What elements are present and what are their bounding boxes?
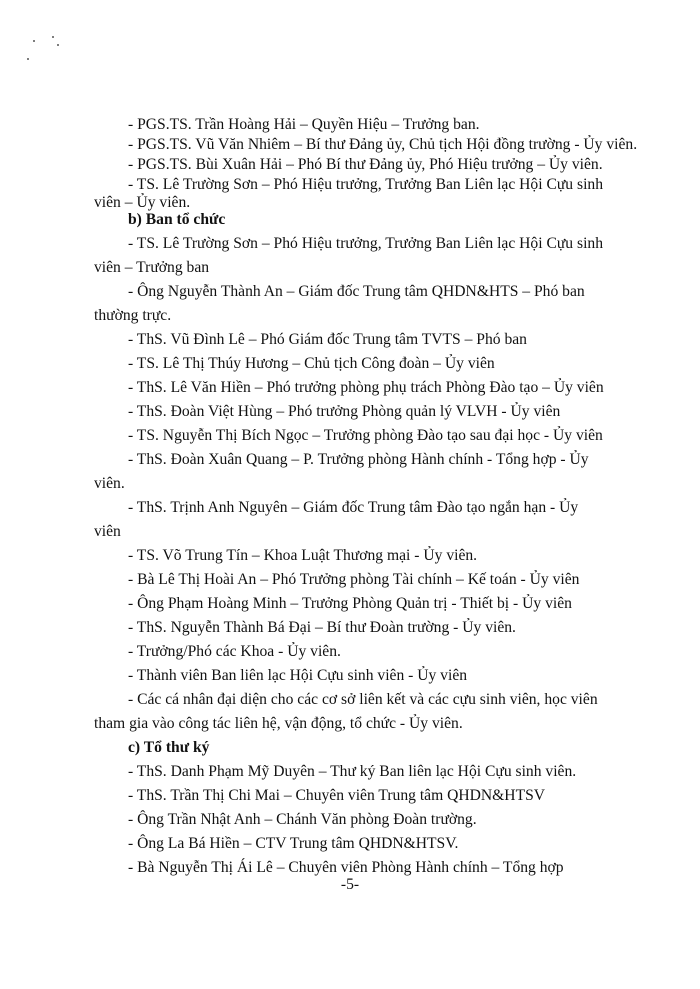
member-line-continuation: viên – Ủy viên. (94, 194, 191, 211)
section-heading: b) Ban tổ chức (128, 211, 226, 228)
member-line-continuation: viên. (94, 475, 125, 492)
member-line: - Bà Lê Thị Hoài An – Phó Trưởng phòng Tài chính – Kế toán - Ủy viên (128, 571, 580, 588)
member-line: - PGS.TS. Vũ Văn Nhiêm – Bí thư Đảng ủy, Chủ tịch Hội đồng trường - Ủy viên. (128, 136, 638, 153)
member-line: - ThS. Đoàn Xuân Quang – P. Trưởng phòng Hành chính - Tổng hợp - Ủy (128, 451, 589, 468)
member-line-continuation: viên (94, 523, 121, 540)
member-line: - Ông La Bá Hiền – CTV Trung tâm QHDN&HTSV. (128, 835, 459, 852)
section-heading: c) Tổ thư ký (128, 739, 210, 756)
member-line: - TS. Lê Thị Thúy Hương – Chủ tịch Công đoàn – Ủy viên (128, 355, 495, 372)
member-line-continuation: thường trực. (94, 307, 172, 324)
member-line: - Trưởng/Phó các Khoa - Ủy viên. (128, 643, 341, 660)
member-line-continuation: tham gia vào công tác liên hệ, vận động, tổ chức - Ủy viên. (94, 715, 463, 732)
member-line: - ThS. Vũ Đình Lê – Phó Giám đốc Trung tâm TVTS – Phó ban (128, 331, 527, 348)
member-line: - TS. Lê Trường Sơn – Phó Hiệu trưởng, Trưởng Ban Liên lạc Hội Cựu sinh (128, 176, 603, 193)
member-line: - TS. Lê Trường Sơn – Phó Hiệu trưởng, Trưởng Ban Liên lạc Hội Cựu sinh (128, 235, 603, 252)
member-line: - ThS. Trần Thị Chi Mai – Chuyên viên Trung tâm QHDN&HTSV (128, 787, 546, 804)
scan-speck (57, 44, 59, 46)
member-line: - Bà Nguyễn Thị Ái Lê – Chuyên viên Phòng Hành chính – Tổng hợp (128, 859, 564, 876)
member-line: - Các cá nhân đại diện cho các cơ sở liên kết và các cựu sinh viên, học viên (128, 691, 598, 708)
scan-speck (27, 58, 29, 60)
member-line: - ThS. Trịnh Anh Nguyên – Giám đốc Trung tâm Đào tạo ngắn hạn - Ủy (128, 499, 579, 516)
scan-speck (52, 36, 54, 38)
member-line: - ThS. Lê Văn Hiền – Phó trưởng phòng phụ trách Phòng Đào tạo – Ủy viên (128, 379, 604, 396)
member-line: - PGS.TS. Trần Hoàng Hải – Quyền Hiệu – Trưởng ban. (128, 116, 480, 133)
page-number: -5- (340, 876, 360, 893)
member-line: - Ông Trần Nhật Anh – Chánh Văn phòng Đoàn trường. (128, 811, 477, 828)
member-line: - ThS. Đoàn Việt Hùng – Phó trưởng Phòng quản lý VLVH - Ủy viên (128, 403, 561, 420)
member-line: - Ông Nguyễn Thành An – Giám đốc Trung tâm QHDN&HTS – Phó ban (128, 283, 585, 300)
member-line: - PGS.TS. Bùi Xuân Hải – Phó Bí thư Đảng ủy, Phó Hiệu trưởng – Ủy viên. (128, 156, 603, 173)
member-line: - TS. Võ Trung Tín – Khoa Luật Thương mại - Ủy viên. (128, 547, 478, 564)
member-line: - ThS. Danh Phạm Mỹ Duyên – Thư ký Ban liên lạc Hội Cựu sinh viên. (128, 763, 577, 780)
member-line: - Ông Phạm Hoàng Minh – Trưởng Phòng Quản trị - Thiết bị - Ủy viên (128, 595, 572, 612)
scan-speck (33, 40, 35, 42)
member-line: - ThS. Nguyễn Thành Bá Đại – Bí thư Đoàn trường - Ủy viên. (128, 619, 516, 636)
member-line: - TS. Nguyễn Thị Bích Ngọc – Trưởng phòng Đào tạo sau đại học - Ủy viên (128, 427, 603, 444)
member-line-continuation: viên – Trưởng ban (94, 259, 210, 276)
member-line: - Thành viên Ban liên lạc Hội Cựu sinh viên - Ủy viên (128, 667, 468, 684)
